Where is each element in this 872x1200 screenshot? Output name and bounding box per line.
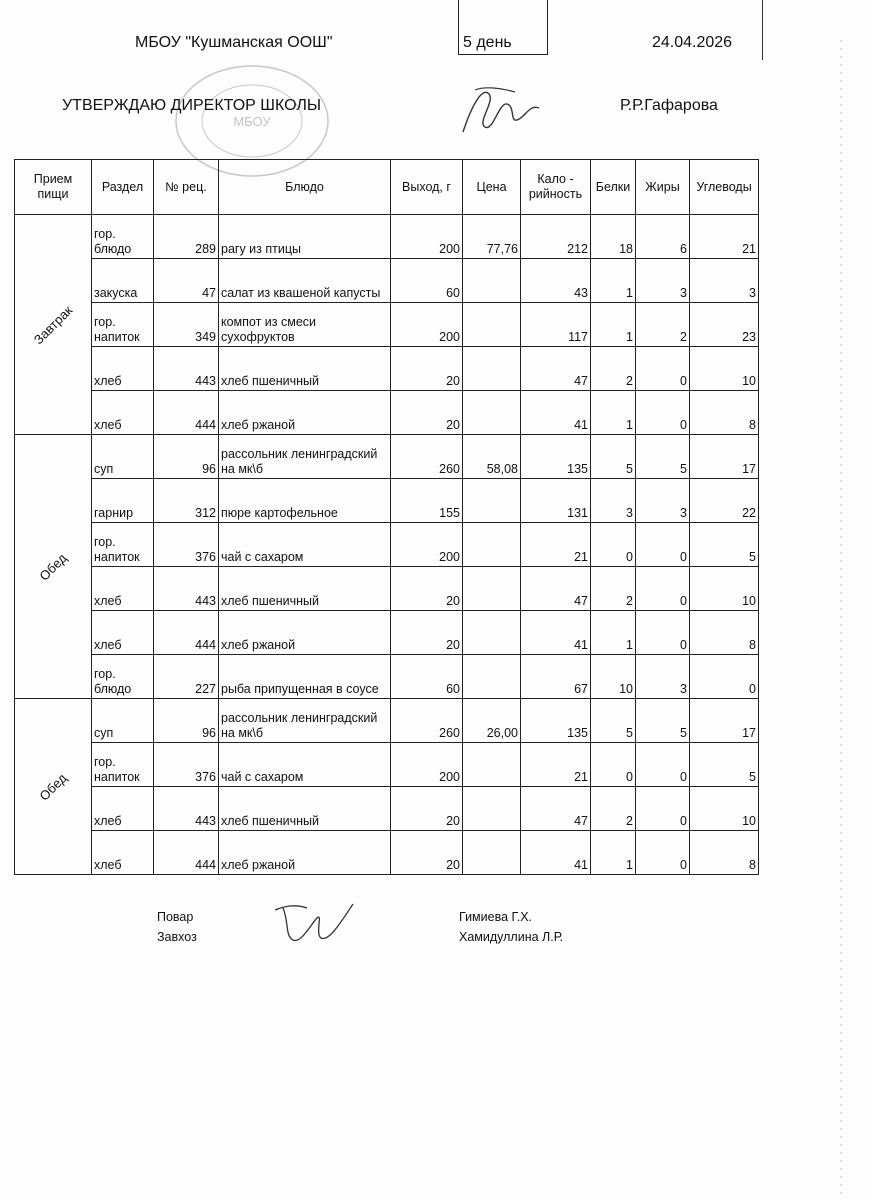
col-recipe: № рец. xyxy=(154,160,219,215)
section-cell: закуска xyxy=(92,259,154,303)
kcal-cell: 41 xyxy=(521,611,591,655)
cook-name: Гимиева Г.Х. xyxy=(459,910,533,924)
price-cell xyxy=(463,391,521,435)
col-meal: Прием пищи xyxy=(15,160,92,215)
price-cell xyxy=(463,611,521,655)
table-row xyxy=(15,611,759,655)
kcal-cell: 21 xyxy=(521,523,591,567)
table-row xyxy=(15,655,759,699)
dish-cell: чай с сахаром xyxy=(219,523,391,567)
cook-signature xyxy=(265,898,365,948)
protein-cell: 18 xyxy=(591,215,636,259)
table-row xyxy=(15,347,759,391)
kcal-cell: 41 xyxy=(521,391,591,435)
fat-cell: 0 xyxy=(636,831,690,875)
kcal-cell: 47 xyxy=(521,787,591,831)
carbs-cell: 5 xyxy=(690,523,759,567)
carbs-cell: 23 xyxy=(690,303,759,347)
protein-cell: 10 xyxy=(591,655,636,699)
yield-cell: 20 xyxy=(391,787,463,831)
fat-cell: 3 xyxy=(636,259,690,303)
table-row xyxy=(15,479,759,523)
dish-cell: компот из смеси сухофруктов xyxy=(219,303,391,347)
yield-cell: 20 xyxy=(391,611,463,655)
yield-cell: 200 xyxy=(391,303,463,347)
fat-cell: 3 xyxy=(636,479,690,523)
carbs-cell: 3 xyxy=(690,259,759,303)
section-cell: суп xyxy=(92,435,154,479)
scan-edge-line xyxy=(762,0,763,60)
yield-cell: 20 xyxy=(391,831,463,875)
col-dish: Блюдо xyxy=(219,160,391,215)
price-cell xyxy=(463,567,521,611)
recipe-cell: 349 xyxy=(154,303,219,347)
protein-cell: 3 xyxy=(591,479,636,523)
recipe-cell: 443 xyxy=(154,567,219,611)
yield-cell: 60 xyxy=(391,655,463,699)
meal-cell xyxy=(15,699,92,875)
recipe-cell: 444 xyxy=(154,611,219,655)
dish-cell: хлеб пшеничный xyxy=(219,347,391,391)
meal-label: Обед xyxy=(36,549,70,584)
section-cell: гор. блюдо xyxy=(92,655,154,699)
table-row xyxy=(15,567,759,611)
section-cell: гор. напиток xyxy=(92,743,154,787)
price-cell: 58,08 xyxy=(463,435,521,479)
price-cell xyxy=(463,787,521,831)
approval-line: УТВЕРЖДАЮ ДИРЕКТОР ШКОЛЫ xyxy=(62,97,322,114)
protein-cell: 2 xyxy=(591,567,636,611)
menu-day: 5 день xyxy=(463,34,512,51)
protein-cell: 1 xyxy=(591,303,636,347)
dish-cell: чай с сахаром xyxy=(219,743,391,787)
kcal-cell: 212 xyxy=(521,215,591,259)
storekeeper-label: Завхоз xyxy=(157,930,197,944)
dish-cell: хлеб пшеничный xyxy=(219,567,391,611)
dish-cell: хлеб ржаной xyxy=(219,611,391,655)
yield-cell: 260 xyxy=(391,435,463,479)
recipe-cell: 444 xyxy=(154,831,219,875)
section-cell: хлеб xyxy=(92,611,154,655)
carbs-cell: 8 xyxy=(690,391,759,435)
price-cell xyxy=(463,479,521,523)
carbs-cell: 10 xyxy=(690,567,759,611)
carbs-cell: 17 xyxy=(690,435,759,479)
protein-cell: 1 xyxy=(591,611,636,655)
school-name: МБОУ "Кушманская ООШ" xyxy=(135,34,333,51)
carbs-cell: 10 xyxy=(690,787,759,831)
section-cell: хлеб xyxy=(92,787,154,831)
section-cell: гор. напиток xyxy=(92,523,154,567)
fat-cell: 0 xyxy=(636,567,690,611)
fat-cell: 0 xyxy=(636,611,690,655)
recipe-cell: 312 xyxy=(154,479,219,523)
table-row xyxy=(15,259,759,303)
carbs-cell: 22 xyxy=(690,479,759,523)
col-carbs: Углеводы xyxy=(690,160,759,215)
fat-cell: 5 xyxy=(636,699,690,743)
table-row xyxy=(15,523,759,567)
table-row xyxy=(15,435,759,479)
recipe-cell: 443 xyxy=(154,787,219,831)
storekeeper-name: Хамидуллина Л.Р. xyxy=(459,930,564,944)
recipe-cell: 96 xyxy=(154,699,219,743)
dish-cell: пюре картофельное xyxy=(219,479,391,523)
dish-cell: хлеб пшеничный xyxy=(219,787,391,831)
section-cell: гор. напиток xyxy=(92,303,154,347)
price-cell xyxy=(463,523,521,567)
dish-cell: рагу из птицы xyxy=(219,215,391,259)
yield-cell: 20 xyxy=(391,347,463,391)
kcal-cell: 135 xyxy=(521,699,591,743)
price-cell xyxy=(463,303,521,347)
director-signature xyxy=(455,82,545,142)
meal-cell xyxy=(15,215,92,435)
col-protein: Белки xyxy=(591,160,636,215)
recipe-cell: 444 xyxy=(154,391,219,435)
section-cell: хлеб xyxy=(92,391,154,435)
section-cell: хлеб xyxy=(92,831,154,875)
protein-cell: 2 xyxy=(591,787,636,831)
col-section: Раздел xyxy=(92,160,154,215)
yield-cell: 200 xyxy=(391,215,463,259)
meal-label: Обед xyxy=(36,769,70,804)
kcal-cell: 131 xyxy=(521,479,591,523)
fat-cell: 3 xyxy=(636,655,690,699)
col-yield: Выход, г xyxy=(391,160,463,215)
yield-cell: 200 xyxy=(391,743,463,787)
dish-cell: рыба припущенная в соусе xyxy=(219,655,391,699)
dish-cell: хлеб ржаной xyxy=(219,831,391,875)
table-row xyxy=(15,699,759,743)
cook-label: Повар xyxy=(157,910,194,924)
protein-cell: 5 xyxy=(591,699,636,743)
fat-cell: 0 xyxy=(636,743,690,787)
carbs-cell: 10 xyxy=(690,347,759,391)
price-cell xyxy=(463,259,521,303)
dish-cell: рассольник ленинградский на мк\б xyxy=(219,435,391,479)
protein-cell: 1 xyxy=(591,831,636,875)
stamp-text: МБОУ xyxy=(233,114,271,129)
kcal-cell: 67 xyxy=(521,655,591,699)
recipe-cell: 376 xyxy=(154,743,219,787)
menu-table xyxy=(14,159,759,875)
kcal-cell: 21 xyxy=(521,743,591,787)
kcal-cell: 47 xyxy=(521,347,591,391)
price-cell: 26,00 xyxy=(463,699,521,743)
col-price: Цена xyxy=(463,160,521,215)
fat-cell: 6 xyxy=(636,215,690,259)
section-cell: суп xyxy=(92,699,154,743)
carbs-cell: 17 xyxy=(690,699,759,743)
col-fat: Жиры xyxy=(636,160,690,215)
col-kcal: Кало - рийность xyxy=(521,160,591,215)
section-cell: хлеб xyxy=(92,567,154,611)
director-name: Р.Р.Гафарова xyxy=(620,97,718,114)
recipe-cell: 289 xyxy=(154,215,219,259)
scan-edge-noise xyxy=(836,0,846,1200)
fat-cell: 5 xyxy=(636,435,690,479)
carbs-cell: 8 xyxy=(690,611,759,655)
yield-cell: 20 xyxy=(391,391,463,435)
carbs-cell: 0 xyxy=(690,655,759,699)
yield-cell: 260 xyxy=(391,699,463,743)
protein-cell: 0 xyxy=(591,743,636,787)
section-cell: гор. блюдо xyxy=(92,215,154,259)
menu-date: 24.04.2026 xyxy=(652,34,733,51)
meal-label: Завтрак xyxy=(30,302,76,347)
price-cell xyxy=(463,743,521,787)
dish-cell: салат из квашеной капусты xyxy=(219,259,391,303)
table-row xyxy=(15,831,759,875)
price-cell: 77,76 xyxy=(463,215,521,259)
protein-cell: 0 xyxy=(591,523,636,567)
recipe-cell: 443 xyxy=(154,347,219,391)
yield-cell: 155 xyxy=(391,479,463,523)
carbs-cell: 8 xyxy=(690,831,759,875)
section-cell: хлеб xyxy=(92,347,154,391)
recipe-cell: 227 xyxy=(154,655,219,699)
menu-body xyxy=(15,215,759,875)
dish-cell: рассольник ленинградский на мк\б xyxy=(219,699,391,743)
dish-cell: хлеб ржаной xyxy=(219,391,391,435)
table-row xyxy=(15,303,759,347)
carbs-cell: 5 xyxy=(690,743,759,787)
kcal-cell: 43 xyxy=(521,259,591,303)
fat-cell: 0 xyxy=(636,787,690,831)
yield-cell: 60 xyxy=(391,259,463,303)
section-cell: гарнир xyxy=(92,479,154,523)
recipe-cell: 96 xyxy=(154,435,219,479)
fat-cell: 0 xyxy=(636,347,690,391)
yield-cell: 20 xyxy=(391,567,463,611)
price-cell xyxy=(463,347,521,391)
price-cell xyxy=(463,655,521,699)
fat-cell: 0 xyxy=(636,391,690,435)
kcal-cell: 47 xyxy=(521,567,591,611)
kcal-cell: 135 xyxy=(521,435,591,479)
table-header-row xyxy=(15,160,759,215)
protein-cell: 1 xyxy=(591,391,636,435)
recipe-cell: 376 xyxy=(154,523,219,567)
table-row xyxy=(15,743,759,787)
kcal-cell: 117 xyxy=(521,303,591,347)
price-cell xyxy=(463,831,521,875)
fat-cell: 2 xyxy=(636,303,690,347)
kcal-cell: 41 xyxy=(521,831,591,875)
yield-cell: 200 xyxy=(391,523,463,567)
fat-cell: 0 xyxy=(636,523,690,567)
protein-cell: 1 xyxy=(591,259,636,303)
table-row xyxy=(15,787,759,831)
recipe-cell: 47 xyxy=(154,259,219,303)
protein-cell: 2 xyxy=(591,347,636,391)
carbs-cell: 21 xyxy=(690,215,759,259)
meal-cell xyxy=(15,435,92,699)
table-row xyxy=(15,391,759,435)
protein-cell: 5 xyxy=(591,435,636,479)
table-row xyxy=(15,215,759,259)
